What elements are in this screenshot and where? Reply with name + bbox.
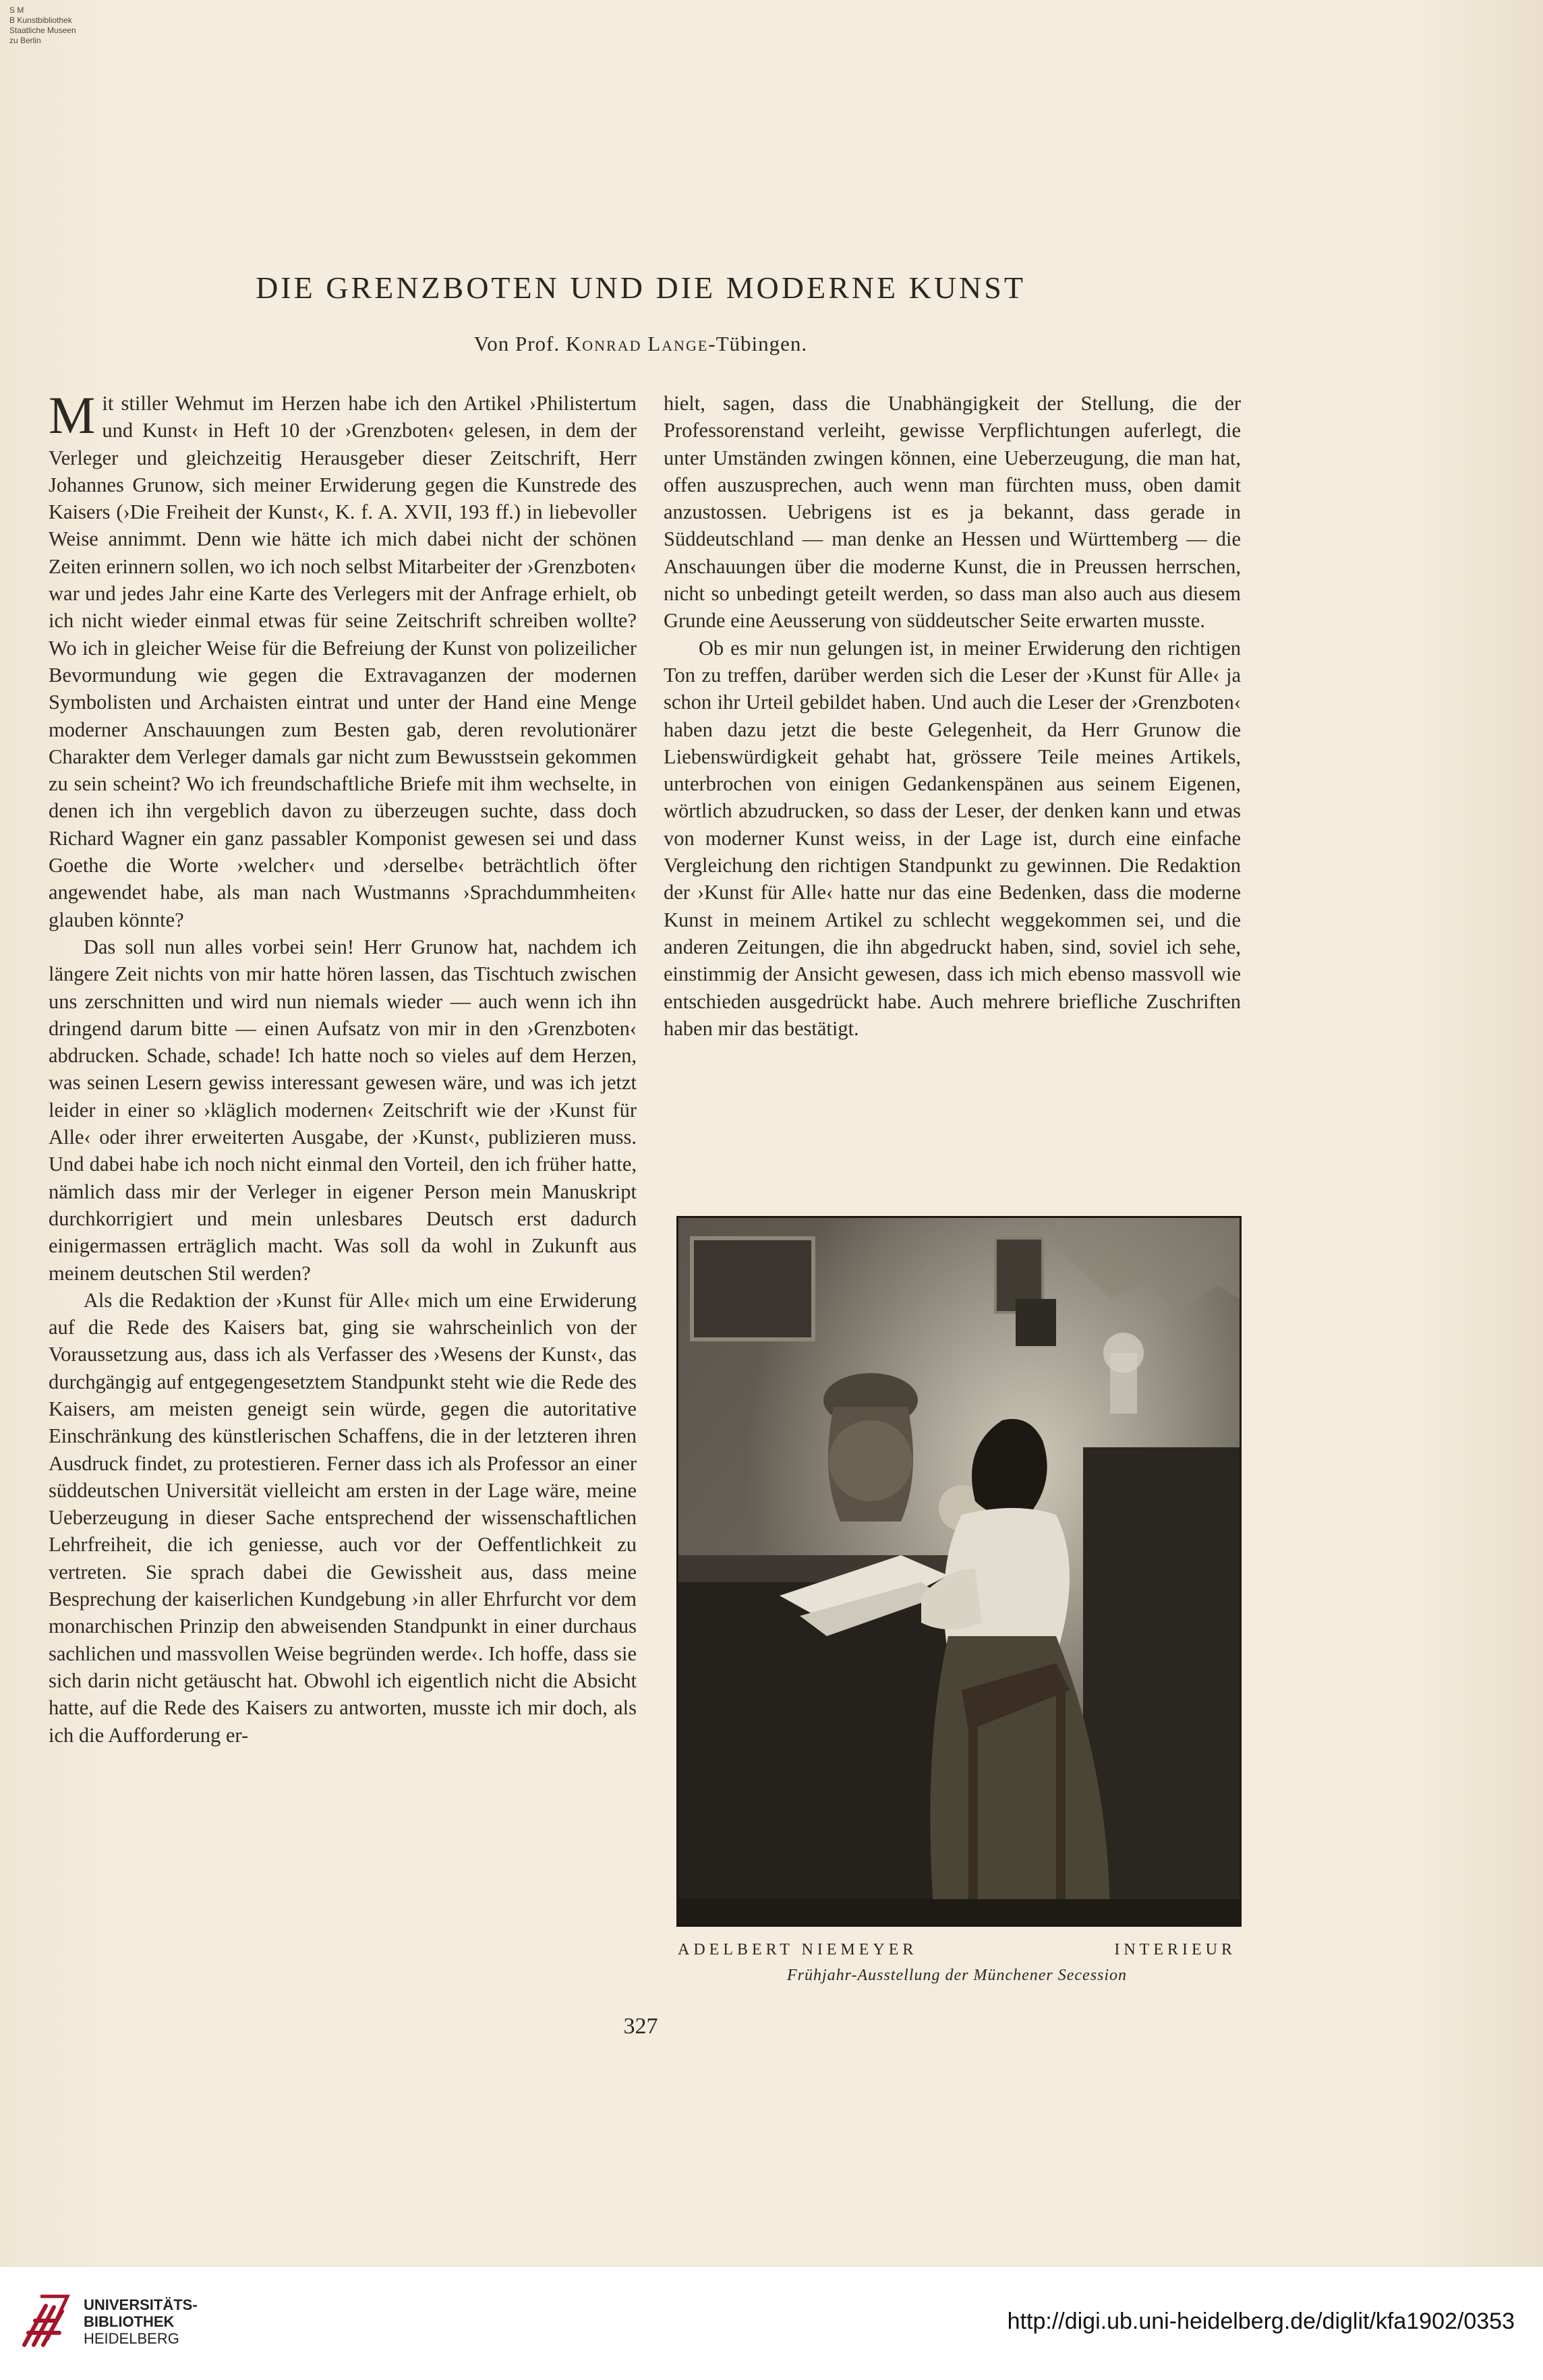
stamp-line: Staatliche Museen [9, 26, 76, 35]
library-stamp [9, 5, 76, 46]
paragraph: Das soll nun alles vorbei sein! Herr Grunow hat, nachdem ich längere Zeit nichts von mir hatte hören lassen, das Tischtuch zwischen uns zerschnitten und wird nun niemals wieder — auch wenn ich ihn dringend darum bitte — einen Aufsatz von mir in den ›Grenzboten‹ abdrucken. Schade, schade! Ich hatte noch so vieles auf dem Herzen, was seinen Lesern gewiss interessant gewesen wäre, und was ich jetzt leider in einer so ›kläglich modernen‹ Zeitschrift wie der ›Kunst für Alle‹ oder ihrer erweiterten Ausgabe, der ›Kunst‹, publizieren muss. Und dabei habe ich noch nicht einmal den Vorteil, den ich früher hatte, nämlich dass mir der Verleger in eigener Person mein Manuskript durchkorrigiert und mein unlesbares Deutsch erst dadurch einigermassen erträglich macht. Was soll da wohl in Zukunft aus meinem deutschen Stil werden? [49, 935, 637, 1285]
library-name-line: HEIDELBERG [84, 2330, 179, 2347]
article-title: DIE GRENZBOTEN UND DIE MODERNE KUNST [256, 270, 1026, 305]
right-column [664, 390, 1241, 1179]
caption-title: INTERIEUR [1114, 1941, 1236, 1958]
byline-author-last: Lange [647, 332, 709, 355]
byline-suffix: -Tübingen. [708, 332, 808, 355]
page-number: 327 [623, 2014, 658, 2039]
caption-exhibition: Frühjahr-Ausstellung der Münchener Secession [786, 1967, 1128, 1984]
painting-reproduction [676, 1216, 1242, 1927]
article-byline [202, 332, 1079, 356]
paragraph: Ob es mir nun gelungen ist, in meiner Erwiderung den richtigen Ton zu treffen, darüber werden sich die Leser der ›Kunst für Alle‹ ja schon ihr Urteil gebildet haben. Und auch die Leser der ›Grenzboten‹ haben dazu jetzt die beste Gelegenheit, da Herr Grunow die Liebenswürdigkeit gehabt hat, grössere Teile meines Artikels, unterbrochen von einigen Gedankenspänen aus seinem Eigenen, wörtlich abzudrucken, so dass der Leser, der denken kann und etwas von moderner Kunst weiss, in der Lage ist, durch eine einfache Vergleichung den richtigen Standpunkt zu gewinnen. Die Redaktion der ›Kunst für Alle‹ hatte nur das eine Bedenken, dass die moderne Kunst in meinem Artikel zu schlecht weggekommen sei, und die anderen Zeitungen, die ihn abgedruckt haben, sind, soviel ich sehe, einstimmig der Ansicht gewesen, dass ich mich ebenso massvoll wie entschieden ausgedrückt habe. Auch mehrere briefliche Zuschriften haben mir das bestätigt. [664, 636, 1241, 1040]
digitization-footer [0, 2266, 1543, 2380]
paragraph: Als die Redaktion der ›Kunst für Alle‹ mich um eine Erwiderung auf die Rede des Kaisers bat, ging sie wahrscheinlich von der Voraussetzung aus, dass ich als Verfasser des ›Wesens der Kunst‹, das durchgängig auf entgegengesetztem Standpunkt steht wie die Rede des Kaisers, am meisten geneigt sein würde, gegen die autoritative Einschränkung des künstlerischen Schaffens, die in der letzteren ihren Ausdruck findet, zu protestieren. Ferner dass ich als Professor an einer süddeutschen Universität vielleicht am ersten in der Lage wäre, meine Ueberzeugung in dieser Sache entsprechend der wissenschaftlichen Lehrfreiheit, die ich geniesse, auch vor der Oeffentlichkeit zu vertreten. Sie sprach dabei die Gewissheit aus, dass meine Besprechung der kaiserlichen Kundgebung ›in aller Ehrfurcht vor dem monarchischen Prinzip den abweisenden Standpunkt in einer durchaus sachlichen und massvollen Weise begründen werde‹. Ich hoffe, dass sie sich darin nicht getäuscht hat. Obwohl ich eigentlich nicht die Absicht hatte, auf die Rede des Kaisers zu antworten, musste ich mir doch, als ich die Aufforderung er- [49, 1288, 637, 1747]
stamp-line: zu Berlin [9, 36, 41, 45]
left-column [49, 390, 637, 1995]
drop-cap: M [49, 390, 96, 444]
byline-prefix: Von Prof. [473, 332, 566, 355]
caption-artist: ADELBERT NIEMEYER [678, 1941, 918, 1958]
library-logo-icon [20, 2292, 70, 2349]
permalink-url[interactable]: http://digi.ub.uni-heidelberg.de/diglit/kfa1902/0353 [1007, 2309, 1515, 2334]
byline-author-first: Konrad [565, 332, 642, 355]
figure-caption [678, 1941, 1236, 1959]
stamp-line: B Kunstbibliothek [9, 16, 72, 25]
library-name-line: BIBLIOTHEK [84, 2313, 175, 2330]
paragraph: hielt, sagen, dass die Unabhängigkeit der Stellung, die der Professorenstand verleiht, gewisse Verpflichtungen auferlegt, die unter Umständen zwingen können, eine Ueberzeugung, die man hat, offen auszusprechen, auch wenn man fürchten muss, oben damit anzustossen. Uebrigens ist es ja bekannt, dass gerade in Süddeutschland — man denke an Hessen und Württemberg — die Anschauungen über die moderne Kunst, die in Preussen herrschen, nicht so unbedingt geteilt werden, so dass man also auch aus diesem Grunde eine Aeusserung von süddeutscher Seite erwarten musste. [664, 392, 1241, 633]
painting-image [678, 1218, 1240, 1925]
library-name [84, 2296, 198, 2347]
library-name-line: UNIVERSITÄTS- [84, 2296, 198, 2313]
paragraph [49, 390, 637, 933]
paragraph-text: it stiller Wehmut im Herzen habe ich den Artikel ›Philistertum und Kunst‹ in Heft 10 der ›Grenzboten‹ gelesen, in dem der Verleger und gleichzeitig Herausgeber dieser Zeitschrift, Herr Johannes Grunow, sich meiner Erwiderung gegen die Kunstrede des Kaisers (›Die Freiheit der Kunst‹, K. f. A. XVII, 193 ff.) in liebevoller Weise annimmt. Denn wie hätte ich mich dabei nicht der schönen Zeiten erinnern sollen, wo ich noch selbst Mitarbeiter der ›Grenzboten‹ war und jedes Jahr eine Karte des Verlegers mit der Anfrage erhielt, ob ich nicht wieder einmal etwas für seine Zeitschrift schreiben wollte? Wo ich in gleicher Weise für die Befreiung der Kunst von polizeilicher Bevormundung wie gegen die Extravaganzen der modernen Symbolisten und Archaisten eintrat und unter der Hand eine Menge moderner Anschauungen zum Besten gab, deren revolutionärer Charakter dem Verleger damals gar nicht zum Bewusstsein gekommen zu sein scheint? Wo ich freundschaftliche Briefe mit ihm wechselte, in denen ich ihn vergeblich davon zu überzeugen suchte, dass doch Richard Wagner ein ganz passabler Komponist gewesen sei und dass Goethe die Worte ›welcher‹ und ›derselbe‹ beträchtlich öfter angewendet habe, als man nach Wustmanns ›Sprachdummheiten‹ glauben könnte? [49, 392, 637, 931]
stamp-line: S M [9, 5, 24, 15]
